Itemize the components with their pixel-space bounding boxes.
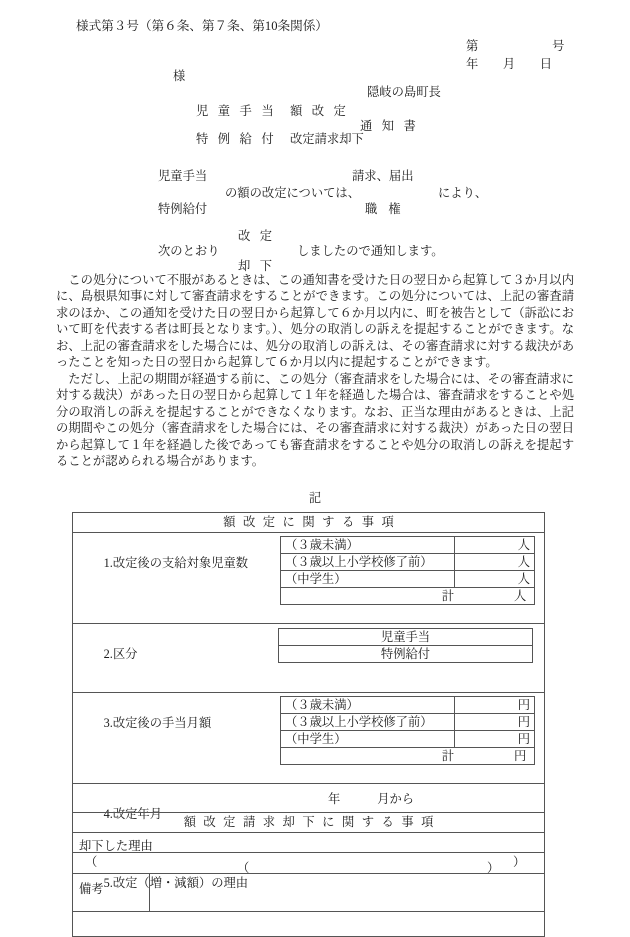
row-label-dismissal-reason: 却下した理由 [79,839,153,853]
row-label-monthly-amount: 3.改定後の手当月額 [103,716,212,730]
revision-section-header: 額改定に関する事項 [73,513,545,533]
dismissal-section-header: 額改定請求却下に関する事項 [73,813,545,833]
statement-reason-option-1: 請求、届出 [352,169,414,183]
amount-unit-junior-high: 円 [454,731,535,748]
category-option-row [279,646,533,663]
appeal-paragraph-1: この処分について不服があるときは、この通知書を受けた日の翌日から起算して３か月以内に、島根県知事に対して審査請求をすることができます。この処分については、上記の審査請求のほか、この通知を受けた日の翌日から起算して６か月以内に、町を被告として（訴訟において町を代表する者は町長となります。）、処分の取消しの訴えを提起することができます。なお、上記の審査請求をした場合には、処分の取消しの訴えは、その審査請求に対する裁決があったことを知った日の翌日から起算して６か月以内に提起することができます。 [56,273,574,370]
statement-closing-text: しましたので通知します。 [297,244,444,258]
title-benefit-option-2: 特 例 給 付 [196,132,277,146]
table-row-dismissal-reason [73,833,545,874]
title-kind-option-2: 改定請求却下 [290,132,364,146]
monthly-amount-total-row [281,748,535,765]
monthly-amount-subtable [280,696,535,765]
document-date-field: 年 月 日 [466,57,553,71]
ki-mark: 記 [308,491,322,505]
revision-reason-paren-close: ） [487,861,500,875]
addressee-honorific: 様 [173,69,186,83]
revision-table-header-row [73,513,545,533]
amount-total-label: 計 [281,748,455,765]
monthly-amount-item-row [281,714,535,731]
category-option-row [279,629,533,646]
table-row-monthly-amount [73,693,545,784]
amount-label-junior-high: （中学生） [281,731,455,748]
statement-benefit-option-1: 児童手当 [158,169,208,183]
revision-date-value[interactable]: 年 月から [328,792,415,806]
amount-unit-3-to-elementary: 円 [454,714,535,731]
child-count-item-row [281,537,535,554]
category-subtable [278,628,533,663]
title-benefit-option-1: 児 童 手 当 [196,104,277,118]
statement-action-option-1: 改 定 [238,229,276,243]
child-count-label-3-to-elementary: （３歳以上小学校修了前） [281,554,455,571]
child-count-unit-under3: 人 [454,537,535,554]
title-notice: 通 知 書 [360,119,420,133]
statement-benefit-option-2: 特例給付 [158,202,208,216]
issuer-name: 隠岐の島町長 [367,85,441,99]
child-count-item-row [281,554,535,571]
category-option-special-benefit[interactable]: 特例給付 [279,646,533,663]
child-count-subtable [280,536,535,605]
statement-action-option-2: 却 下 [238,259,276,273]
table-row-child-count [73,533,545,624]
row-label-child-count: 1.改定後の支給対象児童数 [103,556,249,570]
child-count-label-junior-high: （中学生） [281,571,455,588]
row-label-category: 2.区分 [103,647,138,661]
statement-lead-text: 次のとおり [158,244,220,258]
table-row-category [73,624,545,693]
child-count-total-row [281,588,535,605]
child-count-total-unit: 人 [454,588,535,605]
category-option-child-allowance[interactable]: 児童手当 [279,629,533,646]
monthly-amount-item-row [281,731,535,748]
child-count-total-label: 計 [281,588,455,605]
amount-total-unit: 円 [454,748,535,765]
amount-unit-under3: 円 [454,697,535,714]
child-count-unit-3-to-elementary: 人 [454,554,535,571]
statement-middle-text: の額の改定については、 [225,186,361,200]
child-count-item-row [281,571,535,588]
form-number: 様式第３号（第６条、第７条、第10条関係） [76,19,328,33]
row-label-revision-date: 4.改定年月 [103,807,163,821]
monthly-amount-item-row [281,697,535,714]
remarks-value[interactable] [150,874,545,912]
amount-label-3-to-elementary: （３歳以上小学校修了前） [281,714,455,731]
title-kind-option-1: 額 改 定 [290,104,350,118]
row-label-revision-reason: 5.改定（増・減額）の理由 [103,876,249,890]
table-row-remarks [73,874,545,912]
row-label-remarks: 備考 [73,874,150,912]
statement-reason-option-2: 職 権 [365,202,405,216]
dismissal-table-header-row [73,813,545,833]
amount-label-under3: （３歳未満） [281,697,455,714]
child-count-unit-junior-high: 人 [454,571,535,588]
statement-tail-text: により、 [438,186,488,200]
child-count-label-under3: （３歳未満） [281,537,455,554]
appeal-paragraph-2: ただし、上記の期間が経過する前に、この処分（審査請求をした場合には、その審査請求に対する裁決）があった日の翌日から起算して１年を経過した場合は、審査請求をすることや処分の取消しの訴えを提起することができなくなります。なお、正当な理由があるときは、上記の期間やこの処分（審査請求をした場合には、その審査請求に対する裁決）があった日の翌日から起算して１年を経過した後であっても審査請求をすることや処分の取消しの訴えを提起することが認められる場合があります。 [56,371,574,468]
dismissal-reason-paren-close: ） [513,855,526,869]
dismissal-details-table [72,812,545,912]
revision-reason-paren-open: （ [237,861,250,875]
dismissal-reason-paren-open: （ [85,855,98,869]
document-number-field: 第 号 [466,39,565,53]
appeal-instructions [56,272,574,469]
